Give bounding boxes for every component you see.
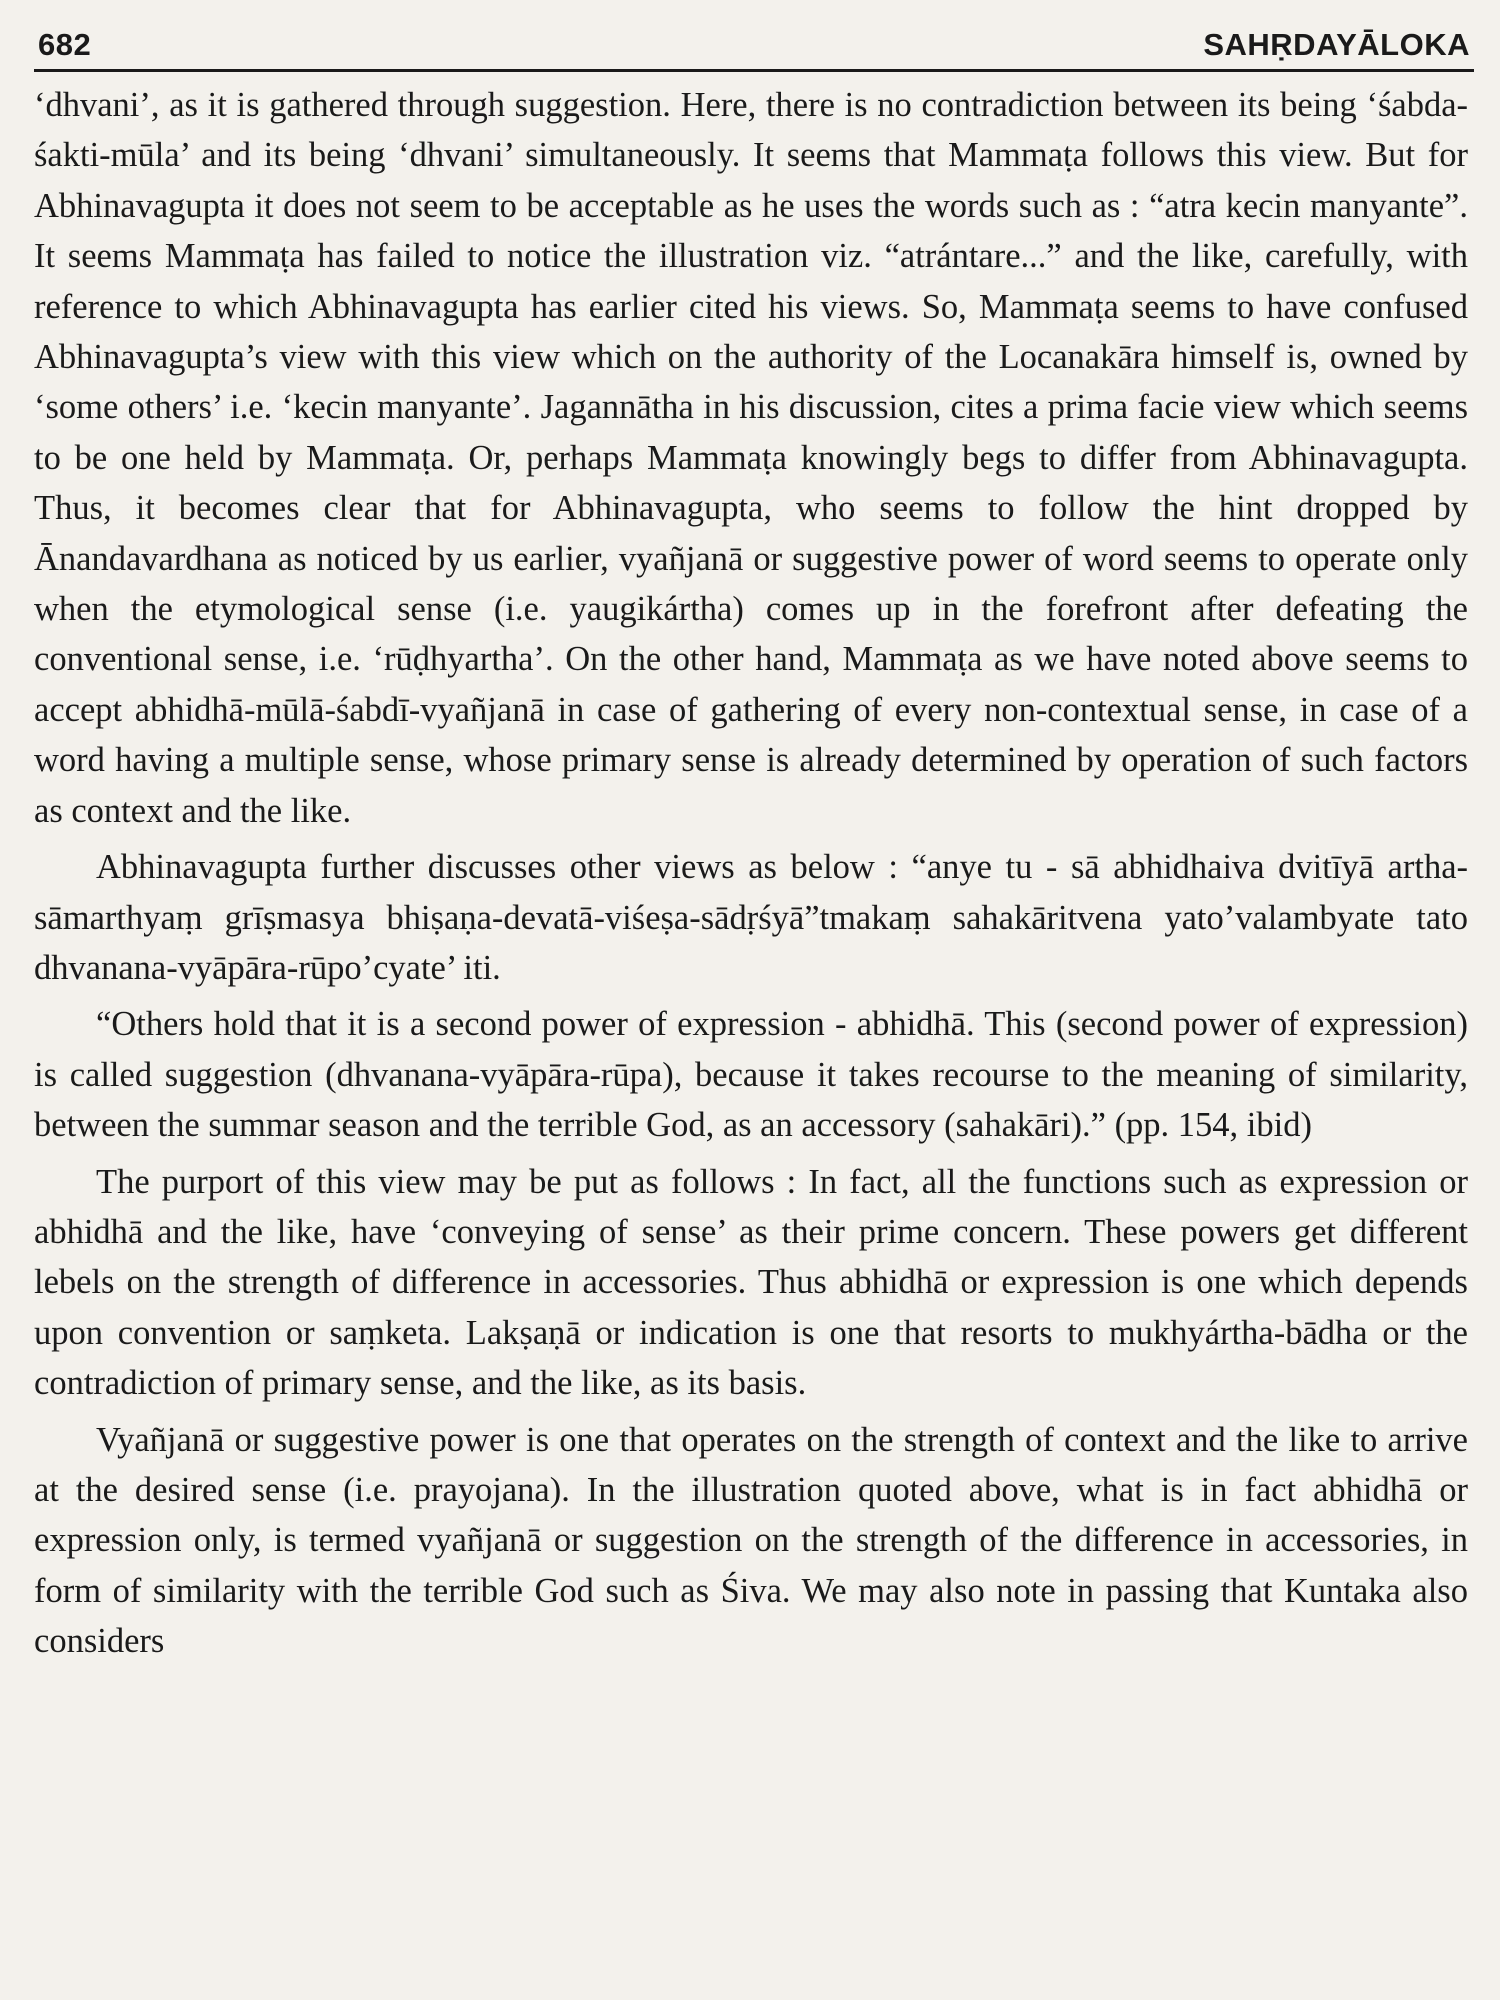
paragraph-1: ‘dhvani’, as it is gathered through suggestion. Here, there is no contradiction between its being ‘śabda-śakti-mūla’ and its being ‘dhvani’ simultaneously. It seems that Mammaṭa follows this view. But for Abhinavagupta it does not seem to be acceptable as he uses the words such as : “atra kecin manyante”. It seems Mammaṭa has failed to notice the illustration viz. “atrántare...” and the like, carefully, with reference to which Abhinavagupta has earlier cited his views. So, Mammaṭa seems to have confused Abhinavagupta’s view with this view which on the authority of the Locanakāra himself is, owned by ‘some others’ i.e. ‘kecin manyante’. Jagannātha in his discussion, cites a prima facie view which seems to be one held by Mammaṭa. Or, perhaps Mammaṭa knowingly begs to differ from Abhinavagupta. Thus, it becomes clear that for Abhinavagupta, who seems to follow the hint dropped by Ānandavardhana as noticed by us earlier, vyañjanā or suggestive power of word seems to operate only when the etymological sense (i.e. yaugikártha) comes up in the forefront after defeating the conventional sense, i.e. ‘rūḍhyartha’. On the other hand, Mammaṭa as we have noted above seems to accept abhidhā-mūlā-śabdī-vyañjanā in case of gathering of every non-contextual sense, in case of a word having a multiple sense, whose primary sense is already determined by operation of such factors as context and the like. [34, 86, 1468, 830]
running-head [34, 22, 1474, 72]
page-number: 682 [38, 27, 92, 62]
body-text [34, 80, 1474, 1667]
paragraph-3: “Others hold that it is a second power of expression - abhidhā. This (second power of expression) is called suggestion (dhvanana-vyāpāra-rūpa), because it takes recourse to the meaning of similarity, between the summar season and the terrible God, as an accessory (sahakāri).” (pp. 154, ibid) [34, 1005, 1468, 1145]
paragraph-4: The purport of this view may be put as follows : In fact, all the functions such as expression or abhidhā and the like, have ‘conveying of sense’ as their prime concern. These powers get different lebels on the strength of difference in accessories. Thus abhidhā or expression is one which depends upon convention or saṃketa. Lakṣaṇā or indication is one that resorts to mukhyártha-bādha or the contradiction of primary sense, and the like, as its basis. [34, 1162, 1468, 1403]
paragraph-2: Abhinavagupta further discusses other views as below : “anye tu - sā abhidhaiva dvitīyā artha-sāmarthyaṃ grīṣmasya bhiṣaṇa-devatā-viśeṣa-sādṛśyā”tmakaṃ sahakāritvena yato’valambyate tato dhvanana-vyāpāra-rūpo’cyate’ iti. [34, 848, 1468, 987]
paragraph-5: Vyañjanā or suggestive power is one that operates on the strength of context and the like to arrive at the desired sense (i.e. prayojana). In the illustration quoted above, what is in fact abhidhā or expression only, is termed vyañjanā or suggestion on the strength of the difference in accessories, in form of similarity with the terrible God such as Śiva. We may also note in passing that Kuntaka also considers [34, 1420, 1468, 1661]
book-page [34, 22, 1474, 1673]
running-title: SAHṚDAYĀLOKA [1203, 27, 1470, 62]
